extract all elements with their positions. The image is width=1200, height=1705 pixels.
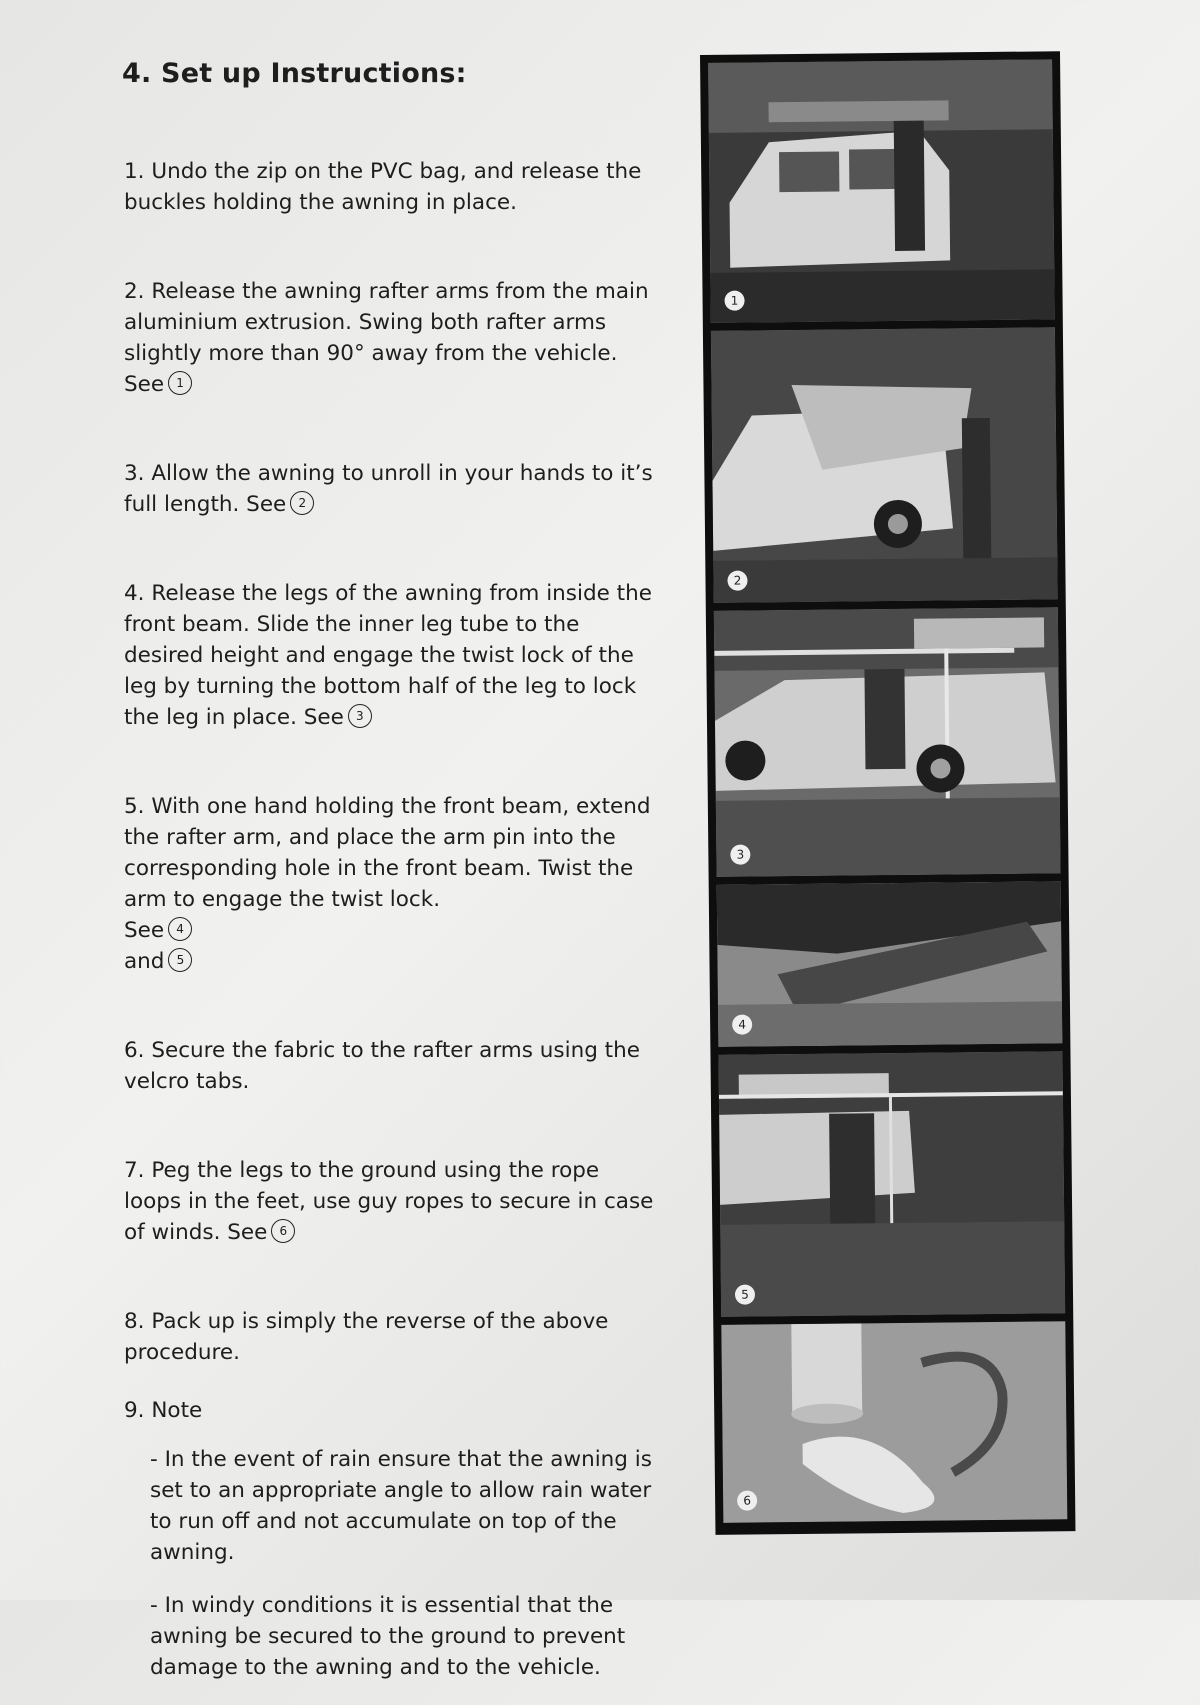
photo-1 bbox=[708, 59, 1055, 323]
photo-4-image bbox=[717, 881, 1063, 1047]
step-text: 6. Secure the fabric to the rafter arms using the velcro tabs. bbox=[124, 1038, 640, 1094]
see-joiner: and bbox=[124, 949, 165, 974]
figure-ref-circle: 6 bbox=[271, 1219, 295, 1243]
photo-2 bbox=[711, 327, 1058, 603]
photo-6 bbox=[721, 1321, 1067, 1523]
step-3 bbox=[124, 427, 684, 520]
step-5 bbox=[124, 760, 684, 977]
photo-1-image bbox=[708, 59, 1055, 323]
step-6 bbox=[124, 1004, 684, 1097]
photo-number-badge: 1 bbox=[724, 291, 744, 311]
figure-ref-circle: 3 bbox=[348, 704, 372, 728]
photo-6-image bbox=[721, 1321, 1067, 1523]
step-text: 5. With one hand holding the front beam, extend the rafter arm, and place the arm pin into the corresponding hole in the front beam. Twist the arm to engage the twist lock. See bbox=[124, 794, 651, 943]
step-text: 8. Pack up is simply the reverse of the above procedure. bbox=[124, 1309, 609, 1365]
note-item-wind: - In windy conditions it is essential that the awning be secured to the ground to prevent damage to the awning and to the vehicle. bbox=[150, 1593, 626, 1680]
step-2 bbox=[124, 245, 684, 400]
photo-number-badge: 5 bbox=[735, 1284, 755, 1304]
photo-4 bbox=[717, 881, 1063, 1047]
step-text: 3. Allow the awning to unroll in your hands to it’s full length. See bbox=[124, 461, 653, 517]
photo-number-badge: 6 bbox=[737, 1490, 757, 1510]
step-text: 4. Release the legs of the awning from inside the front beam. Slide the inner leg tube to the desired height and engage the twist lock of the leg by turning the bottom half of the leg to lock the leg in place. See bbox=[124, 581, 652, 730]
step-text: 2. Release the awning rafter arms from the main aluminium extrusion. Swing both rafter arms slightly more than 90° away from the vehicle. See bbox=[124, 279, 649, 397]
photo-3-image bbox=[714, 607, 1061, 877]
section-heading: 4. Set up Instructions: bbox=[122, 58, 467, 89]
steps-list bbox=[124, 125, 684, 1705]
note-item-rain: - In the event of rain ensure that the awning is set to an appropriate angle to allow rain water to run off and not accumulate on top of the awning. bbox=[150, 1447, 652, 1565]
photo-strip bbox=[700, 51, 1075, 1535]
photo-number-badge: 2 bbox=[727, 571, 747, 591]
step-7 bbox=[124, 1124, 684, 1248]
photo-5 bbox=[718, 1051, 1065, 1317]
photo-3 bbox=[714, 607, 1061, 877]
figure-ref-circle: 2 bbox=[290, 491, 314, 515]
photo-2-image bbox=[711, 327, 1058, 603]
step-4 bbox=[124, 547, 684, 733]
step-text: 7. Peg the legs to the ground using the rope loops in the feet, use guy ropes to secure in case of winds. See bbox=[124, 1158, 654, 1245]
figure-ref-circle: 5 bbox=[168, 948, 192, 972]
step-1 bbox=[124, 125, 684, 218]
figure-ref-circle: 4 bbox=[168, 917, 192, 941]
step-text: 1. Undo the zip on the PVC bag, and release the buckles holding the awning in place. bbox=[124, 159, 642, 215]
photo-number-badge: 4 bbox=[732, 1015, 752, 1035]
figure-ref-circle: 1 bbox=[168, 371, 192, 395]
step-8 bbox=[124, 1275, 684, 1368]
photo-5-image bbox=[718, 1051, 1065, 1317]
photo-number-badge: 3 bbox=[730, 845, 750, 865]
note-title: 9. Note bbox=[124, 1398, 203, 1423]
